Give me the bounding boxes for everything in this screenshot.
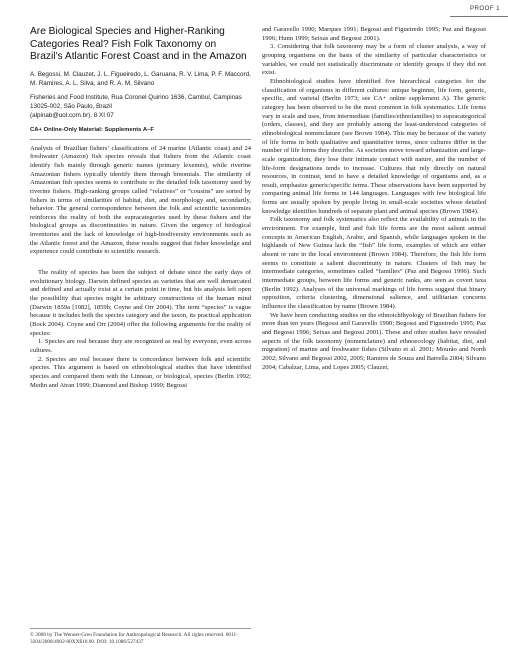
- body-paragraph: Folk taxonomy and folk systematics also reflect the availability of animals in the environment. For example, bird and fish life forms are the most salient animal concepts in American English, Arabic, and Spanish, while languages spoken in the highlands of New Guinea lack the “fish” life form, examples of which are either absent or rare in the local environment (Brown 1984). Therefore, the fish life form seems to constitute a salient discontinuity in nature. Clusters of fish may be intermediate categories, sometimes called “families” (Paz and Begossi 1996). Such intermediate groups, between life forms and generic ranks, are seen as covert taxa (Berlin 1992). Analyses of the universal markings of life forms suggest that binary opposition, criteria clustering, dimensional salience, and utilitarian concerns influence the classification by name (Brown 1984).: [262, 216, 486, 310]
- article-title: Are Biological Species and Higher-Ranking Categories Real? Fish Folk Taxonomy on Brazil’s Atlantic Forest Coast and in the Amazon: [30, 26, 247, 63]
- affiliation: Fisheries and Food Institute, Rua Coronel Quirino 1636, Cambuí, Campinas 13025-002, São Paulo, Brazil: [30, 94, 242, 111]
- body-paragraph: and Garavello 1990; Marques 1991; Begossi and Figueiredo 1995; Paz and Begossi 1996; Hunn 1999; Seixas and Begossi 2001).: [262, 26, 486, 42]
- body-paragraph: 2. Species are real because there is concordance between folk and scientific species. This argument is based on ethnobiological studies that have identified species and compared them with the Linnean, or biological, species (Berlin 1992; Medin and Atran 1999; Diamond and Bishop 1999; Begossi: [30, 355, 251, 389]
- body-paragraph: 3. Considering that folk taxonomy may be a form of cluster analysis, a way of grouping organisms on the basis of the similarity of particular characteristics or variables, we could not statistically discriminate or identify groups if they did not exist.: [262, 43, 486, 77]
- abstract-rule: [30, 139, 251, 140]
- header-rule: [450, 16, 508, 17]
- copyright-notice: © 2008 by The Wenner-Gren Foundation for Anthropological Research. All rights reserved. 0011-3204/2008/4902-00XX$10.00. DOI: 10.1086/527437: [30, 628, 251, 645]
- body-paragraph: The reality of species has been the subject of debate since the early days of evolutionary biology. Darwin defined species as varieties that are well demarcated and defined and actually exist at a certain point in time, but his analysis left open the possibility that species might be arbitrary constructions of the human mind (Darwin 1859a [1982], 1859b; Coyne and Orr 2004). The term “species” is vague because it includes both the species category and the taxon, its practical application (Bock 2004). Coyne and Orr (2004) offer the following arguments for the reality of species:: [30, 269, 251, 337]
- body-paragraph: Ethnobiological studies have identified five hierarchical categories for the classification of organisms in different cultures: unique beginner, life form, generic, specific, and varietal (Berlin 1973; see CA+ online supplement A). The generic category has been observed to be the most common in folk systematics. Life forms vary in scale and uses, from intermediate (families/ethnofamilies) to supracategorical (orders, classes), and they are probably among the least-understood categories of ethnobiological nomenclature (see Brown 1984). This may be because of the variety of life forms in both qualitative and quantitative terms, since cultures differ in the number of life forms they describe. As societies move toward urbanization and large-scale organization, they lose their intimate contact with nature, and the number of life-form designations tends to increase. Cultures that rely directly on natural resources, in contrast, tend to have a detailed knowledge of organisms and, as a result, emphasize generic/specific terms. These observations have been supported by comparing animal life forms in 144 languages. Languages with few biological life forms are usually spoken by people living in small-scale societies whose detailed knowledge identifies hundreds of separate plant and animal species (Brown 1984).: [262, 77, 486, 215]
- right-column: [262, 26, 486, 372]
- contact-info: (alpinab@uol.com.br). 8 XI 07: [30, 111, 114, 119]
- proof-label: PROOF 1: [470, 5, 500, 12]
- supplements-note: CA+ Online-Only Material: Supplements A–F: [30, 126, 154, 133]
- left-column: [30, 26, 251, 645]
- body-paragraph: We have been conducting studies on the ethnoichthyology of Brazilian fishers for more than ten years (Begossi and Garavello 1990; Begossi and Figueiredo 1995; Paz and Begossi 1996; Seixas and Begossi 2001). These and other studies have revealed aspects of the folk taxonomy (nomenclature) and ethnoecology (habitat, diet, and migration) of marine and freshwater fishes (Silvano et al. 2001; Mourão and Nordi 2002; Silvano and Begossi 2002, 2005; Ramires de Souza and Barrella 2004; Silvano 2004; Cabalzar, Lima, and Lopes 2005; Clauzet,: [262, 311, 486, 371]
- body-paragraph: 1. Species are real because they are recognized as real by everyone, even across cultures.: [30, 338, 251, 354]
- abstract: Analysis of Brazilian fishers’ classifications of 24 marine (Atlantic coast) and 24 freshwater (Amazon) fish species reveals that fishers from the Atlantic coast identify fish mainly through generic names (primary lexemes), while riverine Amazonian fishers typically identify them through binomials. The similarity of Amazonian fish species seems to contribute to the detailed folk taxonomy used by riverine fishers. High-ranking groups called “relatives” or “cousins” are sorted by fishers in terms of similarities of habitat, diet, and morphology and, secondarily, behavior. The general correspondence between the folk and scientific taxonomies reinforces the reality of both the supracategories used by these fishers and the biological groups as discontinuities in nature. Given the urgency of biological inventories and the lack of knowledge of high-biodiversity environments such as the Atlantic forest and the Amazon, these results suggest that fisher knowledge and experience could contribute to scientific research.: [30, 144, 251, 256]
- author-list: A. Begossi, M. Clauzet, J. L. Figueiredo, L. Garuana, R. V. Lima, P. F. Maccord, M. Ramires, A. L. Silva, and R. A. M. Silvano: [30, 70, 251, 87]
